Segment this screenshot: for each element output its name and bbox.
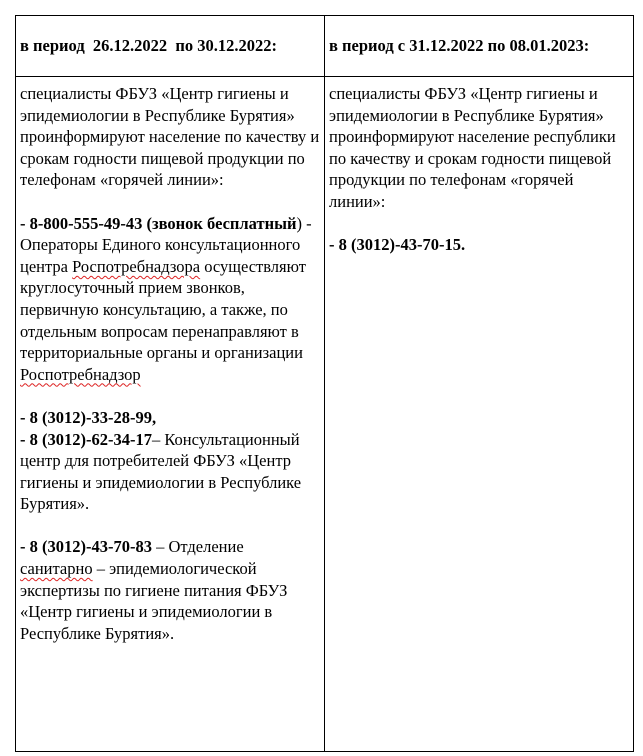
sanitary-dept-paragraph: [20, 536, 320, 644]
period-2-intro: специалисты ФБУЗ «Центр гигиены и эпидемиологии в Республике Бурятия» проинформируют население республики по качеству и срокам годности пищевой продукции по телефонам «горячей линии»:: [329, 84, 616, 211]
federal-hotline-phone: - 8-800-555-49-43 (звонок бесплатный: [20, 213, 297, 233]
table-body-row: [16, 77, 634, 752]
consult-center-paragraph: [20, 407, 320, 515]
sanitary-dept-phone: - 8 (3012)-43-70-83: [20, 537, 152, 557]
federal-hotline-desc-1: - Операторы Единого консультационного центра: [20, 213, 312, 276]
sanitary-dept-desc-3: – эпидемиологической экспертизы по гигиене питания ФБУЗ «Центр гигиены и эпидемиологии в Республике Бурятия».: [20, 559, 288, 643]
table-header-row: [16, 16, 634, 77]
sanitary-dept-desc-2: санитарно: [20, 559, 93, 579]
federal-hotline-desc-3: осуществляют круглосуточный прием звонков, первичную консультацию, а также, по отдельным вопросам перенаправляют в территориальные органы и организации: [20, 256, 306, 363]
federal-hotline-desc-2: Роспотребнадзора: [72, 256, 201, 276]
federal-hotline-desc-4: Роспотребнадзор: [20, 364, 141, 384]
sanitary-dept-desc-1: – Отделение: [151, 537, 244, 557]
hotline-schedule-table: [15, 15, 634, 752]
federal-hotline-bracket: ): [296, 213, 303, 233]
period-2-hotline-phone: - 8 (3012)-43-70-15.: [329, 235, 466, 255]
consult-center-phone-1: - 8 (3012)-33-28-99,: [20, 407, 157, 427]
consult-center-desc: – Консультационный центр для потребителей ФБУЗ «Центр гигиены и эпидемиологии в Республике Бурятия».: [20, 429, 302, 514]
period-1-content-cell: [16, 77, 325, 752]
period-1-heading: в период 26.12.2022 по 30.12.2022:: [20, 36, 278, 56]
header-cell-period-1: [16, 16, 325, 77]
consult-center-phone-2: - 8 (3012)-62-34-17: [20, 429, 152, 449]
period-2-heading: в период с 31.12.2022 по 08.01.2023:: [329, 36, 590, 56]
federal-hotline-paragraph: [20, 213, 320, 386]
header-cell-period-2: [325, 16, 634, 77]
period-2-content-cell: [325, 77, 634, 752]
period-1-intro: специалисты ФБУЗ «Центр гигиены и эпидемиологии в Республике Бурятия» проинформируют население по качеству и срокам годности пищевой продукции по телефонам «горячей линии»:: [20, 84, 320, 190]
